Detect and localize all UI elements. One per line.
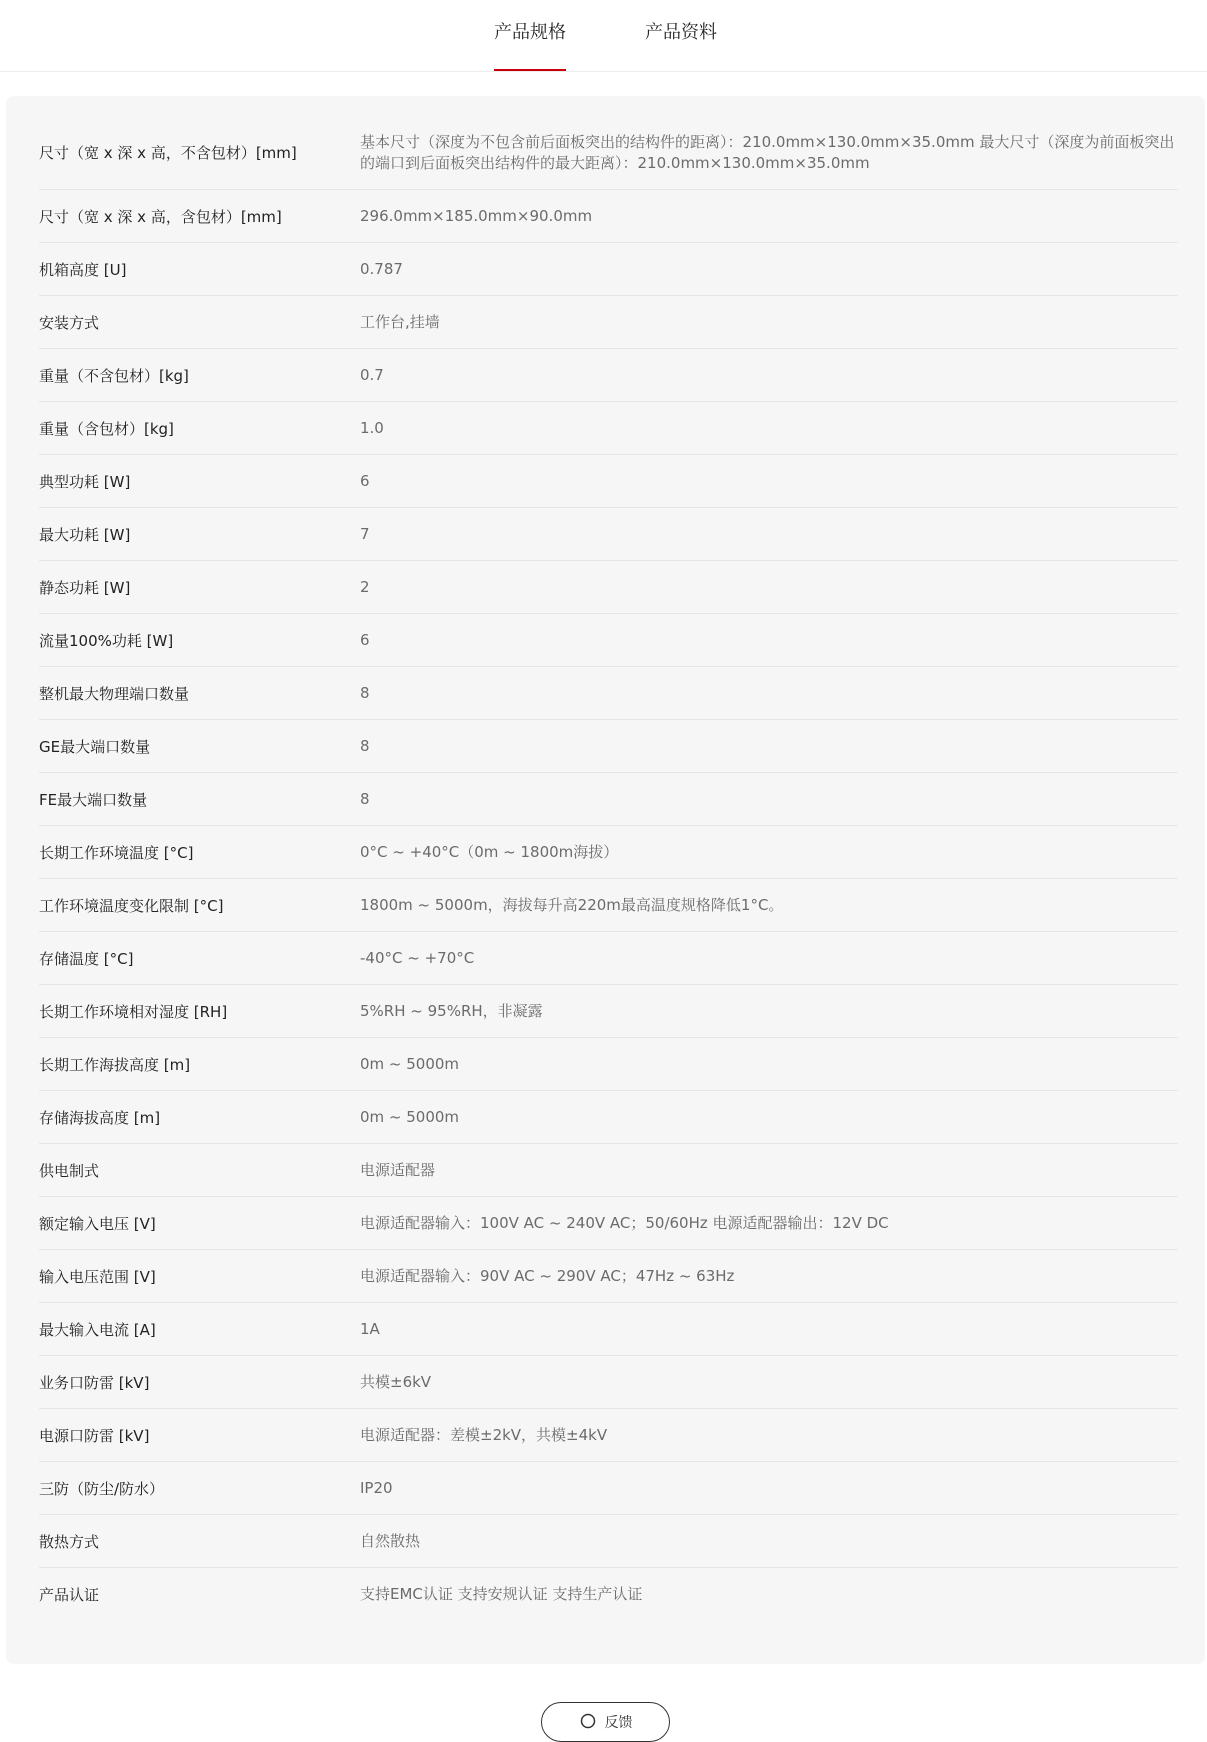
spec-table [39, 116, 1178, 1621]
spec-row [39, 773, 1178, 826]
spec-key: 最大功耗 [W] [39, 525, 131, 544]
spec-key: GE最大端口数量 [39, 737, 151, 756]
spec-value: 6 [360, 630, 370, 649]
spec-key: 长期工作环境温度 [°C] [39, 843, 194, 862]
spec-value: 支持EMC认证 支持安规认证 支持生产认证 [360, 1585, 643, 1603]
spec-row [39, 455, 1178, 508]
spec-row [39, 561, 1178, 614]
spec-value: 电源适配器输入：90V AC ~ 290V AC；47Hz ~ 63Hz [360, 1266, 735, 1285]
spec-value: 0m ~ 5000m [360, 1054, 460, 1073]
spec-value: 0.787 [360, 259, 403, 278]
spec-value: 共模±6kV [360, 1372, 432, 1391]
spec-key: 安装方式 [39, 313, 100, 332]
spec-row [39, 1462, 1178, 1515]
spec-key: 业务口防雷 [kV] [39, 1373, 150, 1392]
spec-value: 1A [360, 1319, 380, 1338]
spec-row [39, 243, 1178, 296]
spec-value: 自然散热 [360, 1531, 421, 1550]
spec-row [39, 116, 1178, 190]
spec-row [39, 879, 1178, 932]
spec-row [39, 508, 1178, 561]
spec-value: 8 [360, 683, 370, 702]
spec-key: 输入电压范围 [V] [39, 1267, 156, 1286]
spec-key: 最大输入电流 [A] [39, 1320, 156, 1339]
spec-value: IP20 [360, 1478, 393, 1497]
spec-value: 0m ~ 5000m [360, 1107, 460, 1126]
spec-value: 296.0mm×185.0mm×90.0mm [360, 206, 593, 225]
spec-value: 电源适配器输入：100V AC ~ 240V AC；50/60Hz 电源适配器输出：12V DC [360, 1213, 889, 1232]
spec-value: 5%RH ~ 95%RH，非凝露 [360, 1001, 543, 1020]
spec-key: 三防（防尘/防水） [39, 1479, 165, 1498]
spec-key: 存储温度 [°C] [39, 949, 134, 968]
spec-value: -40°C ~ +70°C [360, 948, 475, 967]
spec-value: 电源适配器：差模±2kV，共模±4kV [360, 1425, 608, 1444]
tab-product-specs[interactable]: 产品规格 [494, 0, 566, 71]
feedback-button[interactable] [541, 1702, 670, 1742]
spec-value: 基本尺寸（深度为不包含前后面板突出的结构件的距离）：210.0mm×130.0mm×35.0mm 最大尺寸（深度为前面板突出的端口到后面板突出结构件的最大距离）：210.0mm×130.0mm×35.0mm [360, 132, 1175, 172]
spec-row [39, 826, 1178, 879]
spec-row [39, 932, 1178, 985]
feedback-icon [579, 1712, 597, 1730]
spec-panel [6, 96, 1205, 1664]
spec-value: 8 [360, 789, 370, 808]
spec-value: 1800m ~ 5000m，海拔每升高220m最高温度规格降低1°C。 [360, 895, 784, 914]
spec-key: 典型功耗 [W] [39, 472, 131, 491]
spec-key: 电源口防雷 [kV] [39, 1426, 150, 1445]
spec-key: 长期工作海拔高度 [m] [39, 1055, 191, 1074]
spec-value: 1.0 [360, 418, 384, 437]
spec-row [39, 1515, 1178, 1568]
spec-key: 重量（含包材）[kg] [39, 419, 174, 438]
spec-key: 长期工作环境相对湿度 [RH] [39, 1002, 228, 1021]
spec-value: 8 [360, 736, 370, 755]
spec-value: 7 [360, 524, 370, 543]
spec-key: 尺寸（宽 x 深 x 高，含包材）[mm] [39, 207, 282, 226]
spec-row [39, 1356, 1178, 1409]
spec-key: 产品认证 [39, 1586, 100, 1604]
spec-key: 工作环境温度变化限制 [°C] [39, 896, 224, 915]
spec-row [39, 720, 1178, 773]
spec-value: 工作台,挂墙 [360, 312, 440, 331]
spec-row [39, 985, 1178, 1038]
spec-row [39, 1409, 1178, 1462]
spec-key: 重量（不含包材）[kg] [39, 366, 189, 385]
spec-row [39, 296, 1178, 349]
spec-row [39, 1568, 1178, 1621]
spec-key: 机箱高度 [U] [39, 260, 127, 279]
spec-key: 尺寸（宽 x 深 x 高，不含包材）[mm] [39, 144, 297, 162]
spec-row [39, 1144, 1178, 1197]
spec-row [39, 1091, 1178, 1144]
spec-key: FE最大端口数量 [39, 790, 148, 809]
spec-row [39, 667, 1178, 720]
spec-row [39, 1250, 1178, 1303]
spec-row [39, 1303, 1178, 1356]
spec-row [39, 190, 1178, 243]
spec-value: 电源适配器 [360, 1160, 436, 1179]
spec-key: 存储海拔高度 [m] [39, 1108, 161, 1127]
spec-key: 额定输入电压 [V] [39, 1214, 156, 1233]
spec-key: 整机最大物理端口数量 [39, 684, 190, 703]
spec-value: 6 [360, 471, 370, 490]
spec-row [39, 349, 1178, 402]
spec-row [39, 402, 1178, 455]
spec-value: 0.7 [360, 365, 384, 384]
tab-bar [0, 0, 1207, 72]
spec-row [39, 614, 1178, 667]
feedback-label: 反馈 [604, 1715, 633, 1731]
tab-product-docs[interactable]: 产品资料 [645, 22, 717, 43]
spec-row [39, 1197, 1178, 1250]
spec-value: 0°C ~ +40°C（0m ~ 1800m海拔） [360, 842, 619, 861]
spec-key: 散热方式 [39, 1532, 100, 1551]
spec-key: 供电制式 [39, 1161, 100, 1180]
spec-key: 流量100%功耗 [W] [39, 631, 174, 650]
spec-key: 静态功耗 [W] [39, 578, 131, 597]
spec-value: 2 [360, 577, 370, 596]
spec-row [39, 1038, 1178, 1091]
